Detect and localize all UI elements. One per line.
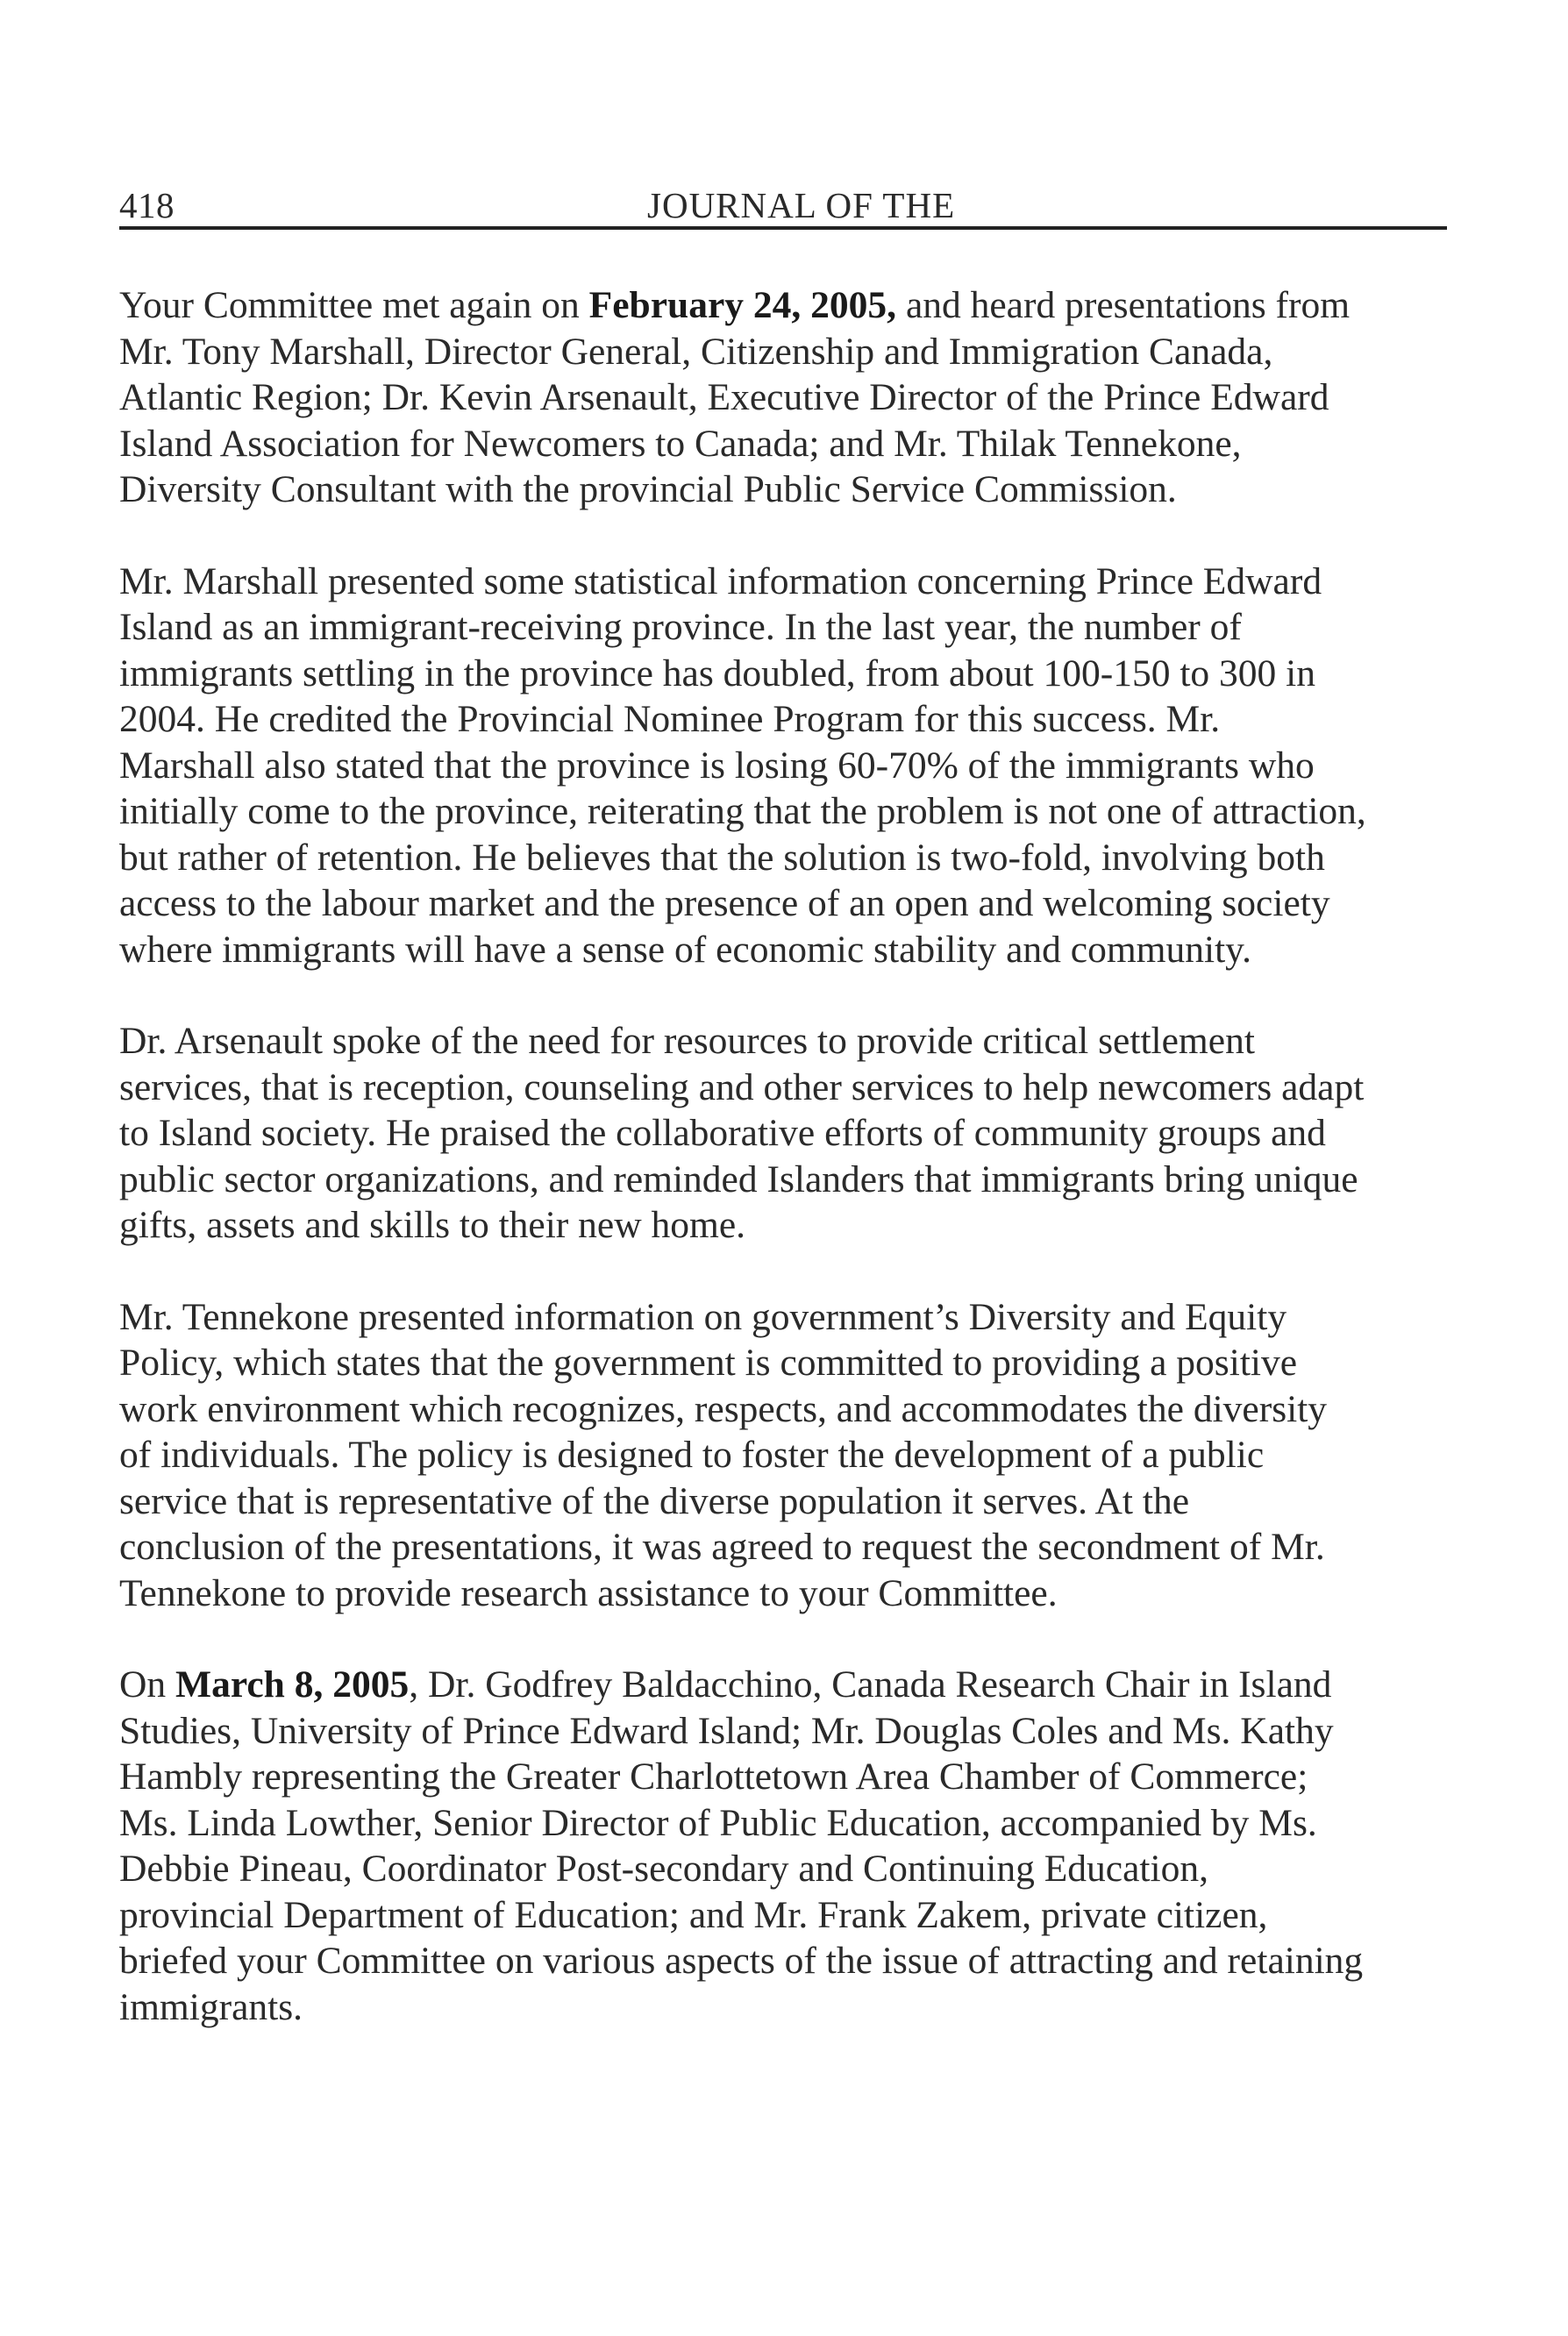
text-line: Mr. Marshall presented some statistical information concerning Prince Edward	[119, 559, 1322, 602]
text-line: Mr. Tennekone presented information on government’s Diversity and Equity	[119, 1295, 1287, 1338]
text-line: initially come to the province, reiterating that the problem is not one of attraction,	[119, 790, 1366, 832]
running-head	[119, 181, 1447, 230]
text-line: service that is representative of the diverse population it serves. At the	[119, 1479, 1190, 1522]
text-run: , Dr. Godfrey Baldacchino, Canada Research Chair in Island	[409, 1663, 1332, 1706]
text-line	[119, 282, 1452, 329]
text-line: Debbie Pineau, Coordinator Post-secondary and Continuing Education,	[119, 1848, 1208, 1890]
text-line: to Island society. He praised the collaborative efforts of community groups and	[119, 1112, 1326, 1154]
text-line: immigrants.	[119, 1985, 303, 2028]
paragraph-feb-24-presentations	[119, 282, 1452, 513]
text-line: work environment which recognizes, respects, and accommodates the diversity	[119, 1387, 1328, 1430]
text-run: Your Committee met again on	[119, 284, 589, 326]
page-number: 418	[119, 185, 175, 225]
text-run: On	[119, 1663, 176, 1706]
text-line: 2004. He credited the Provincial Nominee Program for this success. Mr.	[119, 698, 1221, 740]
meeting-date-feb-24: February 24, 2005,	[588, 284, 897, 326]
text-line: Policy, which states that the government is committed to providing a positive	[119, 1342, 1298, 1384]
text-line: but rather of retention. He believes that the solution is two-fold, involving both	[119, 836, 1325, 879]
text-line: Diversity Consultant with the provincial Public Service Commission.	[119, 468, 1177, 510]
text-line: immigrants settling in the province has doubled, from about 100-150 to 300 in	[119, 652, 1316, 694]
journal-title: JOURNAL OF THE	[647, 185, 956, 225]
text-line: Island Association for Newcomers to Canada; and Mr. Thilak Tennekone,	[119, 422, 1242, 465]
text-line: conclusion of the presentations, it was agreed to request the secondment of Mr.	[119, 1526, 1325, 1568]
header-rule	[119, 226, 1447, 230]
text-line: public sector organizations, and reminded Islanders that immigrants bring unique	[119, 1157, 1358, 1200]
text-line: Island as an immigrant-receiving province. In the last year, the number of	[119, 606, 1242, 648]
body-text	[119, 282, 1452, 2076]
text-line: Tennekone to provide research assistance to your Committee.	[119, 1571, 1058, 1614]
text-line: where immigrants will have a sense of economic stability and community.	[119, 928, 1251, 971]
paragraph-march-8-briefing	[119, 1662, 1452, 2030]
text-line: of individuals. The policy is designed to foster the development of a public	[119, 1434, 1265, 1476]
text-line: Hambly representing the Greater Charlottetown Area Chamber of Commerce;	[119, 1756, 1308, 1798]
text-line: Studies, University of Prince Edward Island; Mr. Douglas Coles and Ms. Kathy	[119, 1709, 1334, 1752]
paragraph-arsenault-services	[119, 1018, 1452, 1249]
paragraph-tennekone-diversity	[119, 1294, 1452, 1617]
text-run: and heard presentations from	[896, 284, 1351, 326]
text-line: access to the labour market and the presence of an open and welcoming society	[119, 882, 1330, 924]
text-line	[119, 1662, 1452, 1708]
text-line: Marshall also stated that the province is losing 60-70% of the immigrants who	[119, 744, 1315, 787]
text-line: briefed your Committee on various aspects of the issue of attracting and retaining	[119, 1940, 1364, 1982]
text-line: Dr. Arsenault spoke of the need for resources to provide critical settlement	[119, 1020, 1255, 1062]
text-line: Mr. Tony Marshall, Director General, Citizenship and Immigration Canada,	[119, 330, 1273, 373]
text-line: Atlantic Region; Dr. Kevin Arsenault, Executive Director of the Prince Edward	[119, 376, 1329, 418]
paragraph-marshall-statistics	[119, 559, 1452, 973]
text-line: gifts, assets and skills to their new home.	[119, 1204, 746, 1246]
meeting-date-march-8: March 8, 2005	[175, 1663, 410, 1706]
text-line: provincial Department of Education; and Mr. Frank Zakem, private citizen,	[119, 1893, 1268, 1936]
text-line: Ms. Linda Lowther, Senior Director of Public Education, accompanied by Ms.	[119, 1801, 1317, 1844]
text-line: services, that is reception, counseling and other services to help newcomers adapt	[119, 1065, 1365, 1108]
